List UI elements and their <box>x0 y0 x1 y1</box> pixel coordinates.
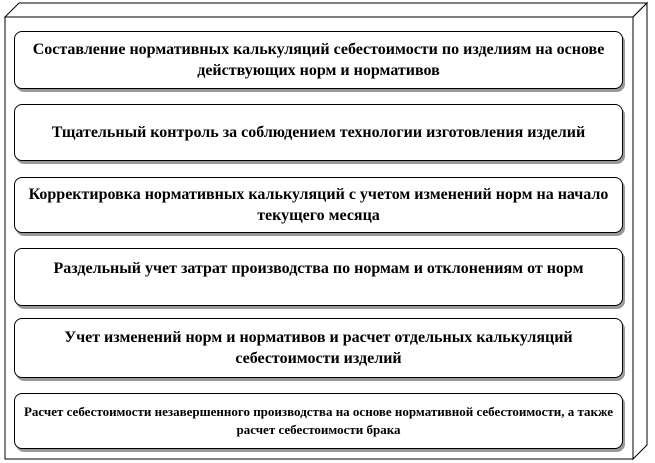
step-text-3: Корректировка нормативных калькуляций с учетом изменений норм на начало текущего месяца <box>28 186 609 224</box>
step-box-4 <box>14 248 623 306</box>
step-text-1: Составление нормативных калькуляций себестоимости по изделиям на основе действующих норм и нормативов <box>32 41 605 79</box>
step-box-3 <box>14 177 623 233</box>
step-text-5: Учет изменений норм и нормативов и расчет отдельных калькуляций себестоимости изделий <box>64 329 573 367</box>
step-text-6: Расчет себестоимости незавершенного производства на основе нормативной себестоимости, а также расчет себестоимости брака <box>23 404 614 437</box>
step-text-4: Раздельный учет затрат производства по нормам и отклонениям от норм <box>53 260 584 277</box>
step-box-5 <box>14 318 623 378</box>
step-box-2 <box>14 104 623 161</box>
step-box-1 <box>14 31 623 89</box>
step-box-6 <box>14 393 623 449</box>
step-text-2: Тщательный контроль за соблюдением технологии изготовления изделий <box>51 124 586 141</box>
